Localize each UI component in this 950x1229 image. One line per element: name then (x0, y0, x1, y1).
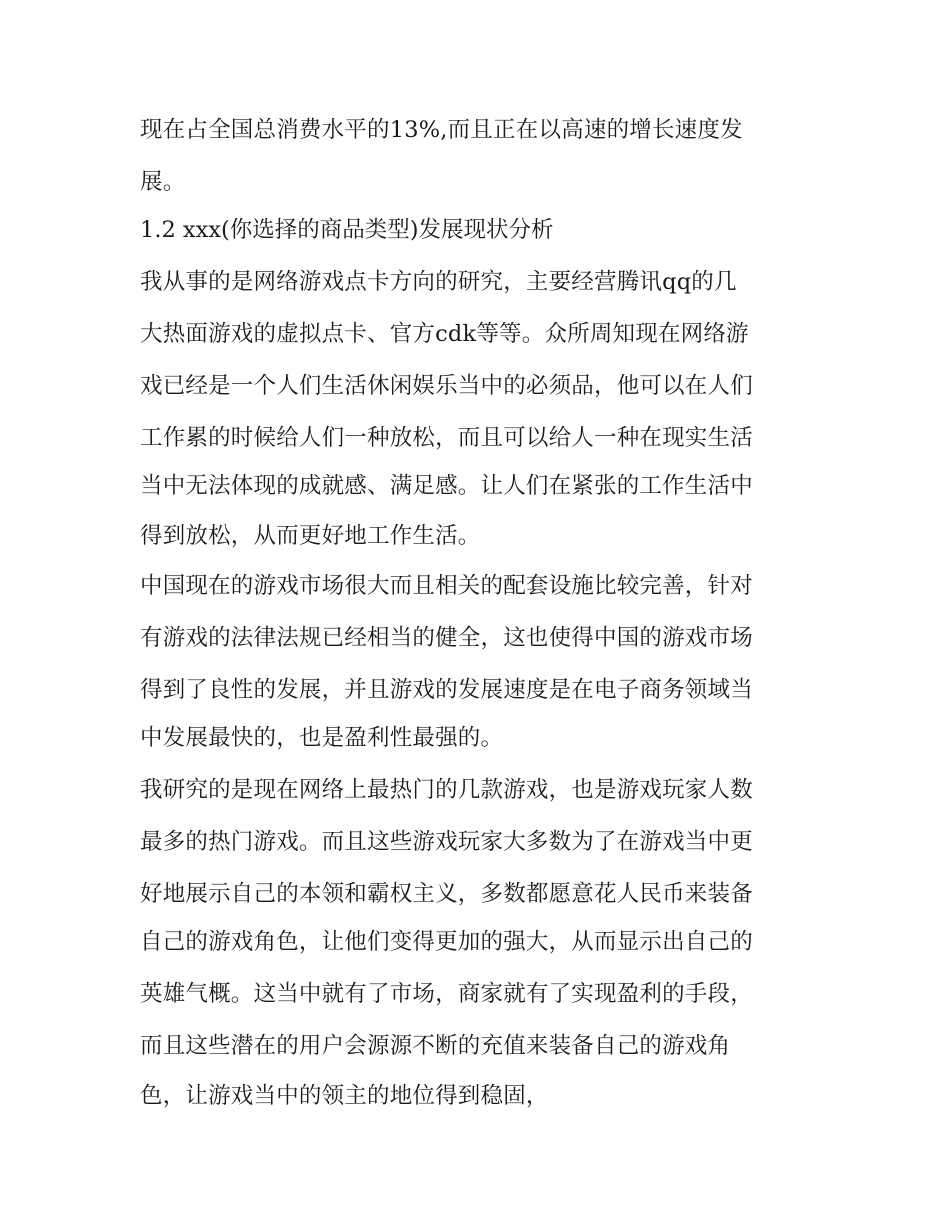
paragraph-line: 大热面游戏的虚拟点卡、官方cdk等等。众所周知现在网络游 (140, 321, 749, 347)
paragraph-line: 现在占全国总消费水平的13%,而且正在以高速的增长速度发 (140, 117, 743, 143)
paragraph-line: 中发展最快的，也是盈利性最强的。 (140, 725, 504, 751)
paragraph-line: 戏已经是一个人们生活休闲娱乐当中的必须品，他可以在人们 (140, 373, 753, 399)
paragraph-line: 好地展示自己的本领和霸权主义，多数都愿意花人民币来装备 (140, 881, 753, 907)
section-heading: 1.2 xxx(你选择的商品类型)发展现状分析 (140, 217, 554, 243)
paragraph-line: 工作累的时候给人们一种放松，而且可以给人一种在现实生活 (140, 425, 753, 451)
paragraph-line: 得到了良性的发展，并且游戏的发展速度是在电子商务领域当 (140, 677, 753, 703)
paragraph-line: 我从事的是网络游戏点卡方向的研究，主要经营腾讯qq的几 (140, 269, 737, 295)
paragraph-line: 自己的游戏角色，让他们变得更加的强大，从而显示出自己的 (140, 929, 753, 955)
paragraph-line: 当中无法体现的成就感、满足感。让人们在紧张的工作生活中 (140, 473, 753, 499)
paragraph-line: 色，让游戏当中的领主的地位得到稳固， (140, 1083, 549, 1109)
paragraph-line: 英雄气概。这当中就有了市场，商家就有了实现盈利的手段， (140, 981, 753, 1007)
paragraph-line: 最多的热门游戏。而且这些游戏玩家大多数为了在游戏当中更 (140, 829, 753, 855)
paragraph-line: 得到放松，从而更好地工作生活。 (140, 523, 481, 549)
paragraph-line: 我研究的是现在网络上最热门的几款游戏，也是游戏玩家人数 (140, 777, 753, 803)
paragraph-line: 而且这些潜在的用户会源源不断的充值来装备自己的游戏角 (140, 1033, 731, 1059)
paragraph-line: 有游戏的法律法规已经相当的健全，这也使得中国的游戏市场 (140, 625, 753, 651)
paragraph-line: 展。 (140, 169, 186, 195)
paragraph-line: 中国现在的游戏市场很大而且相关的配套设施比较完善，针对 (140, 573, 753, 599)
